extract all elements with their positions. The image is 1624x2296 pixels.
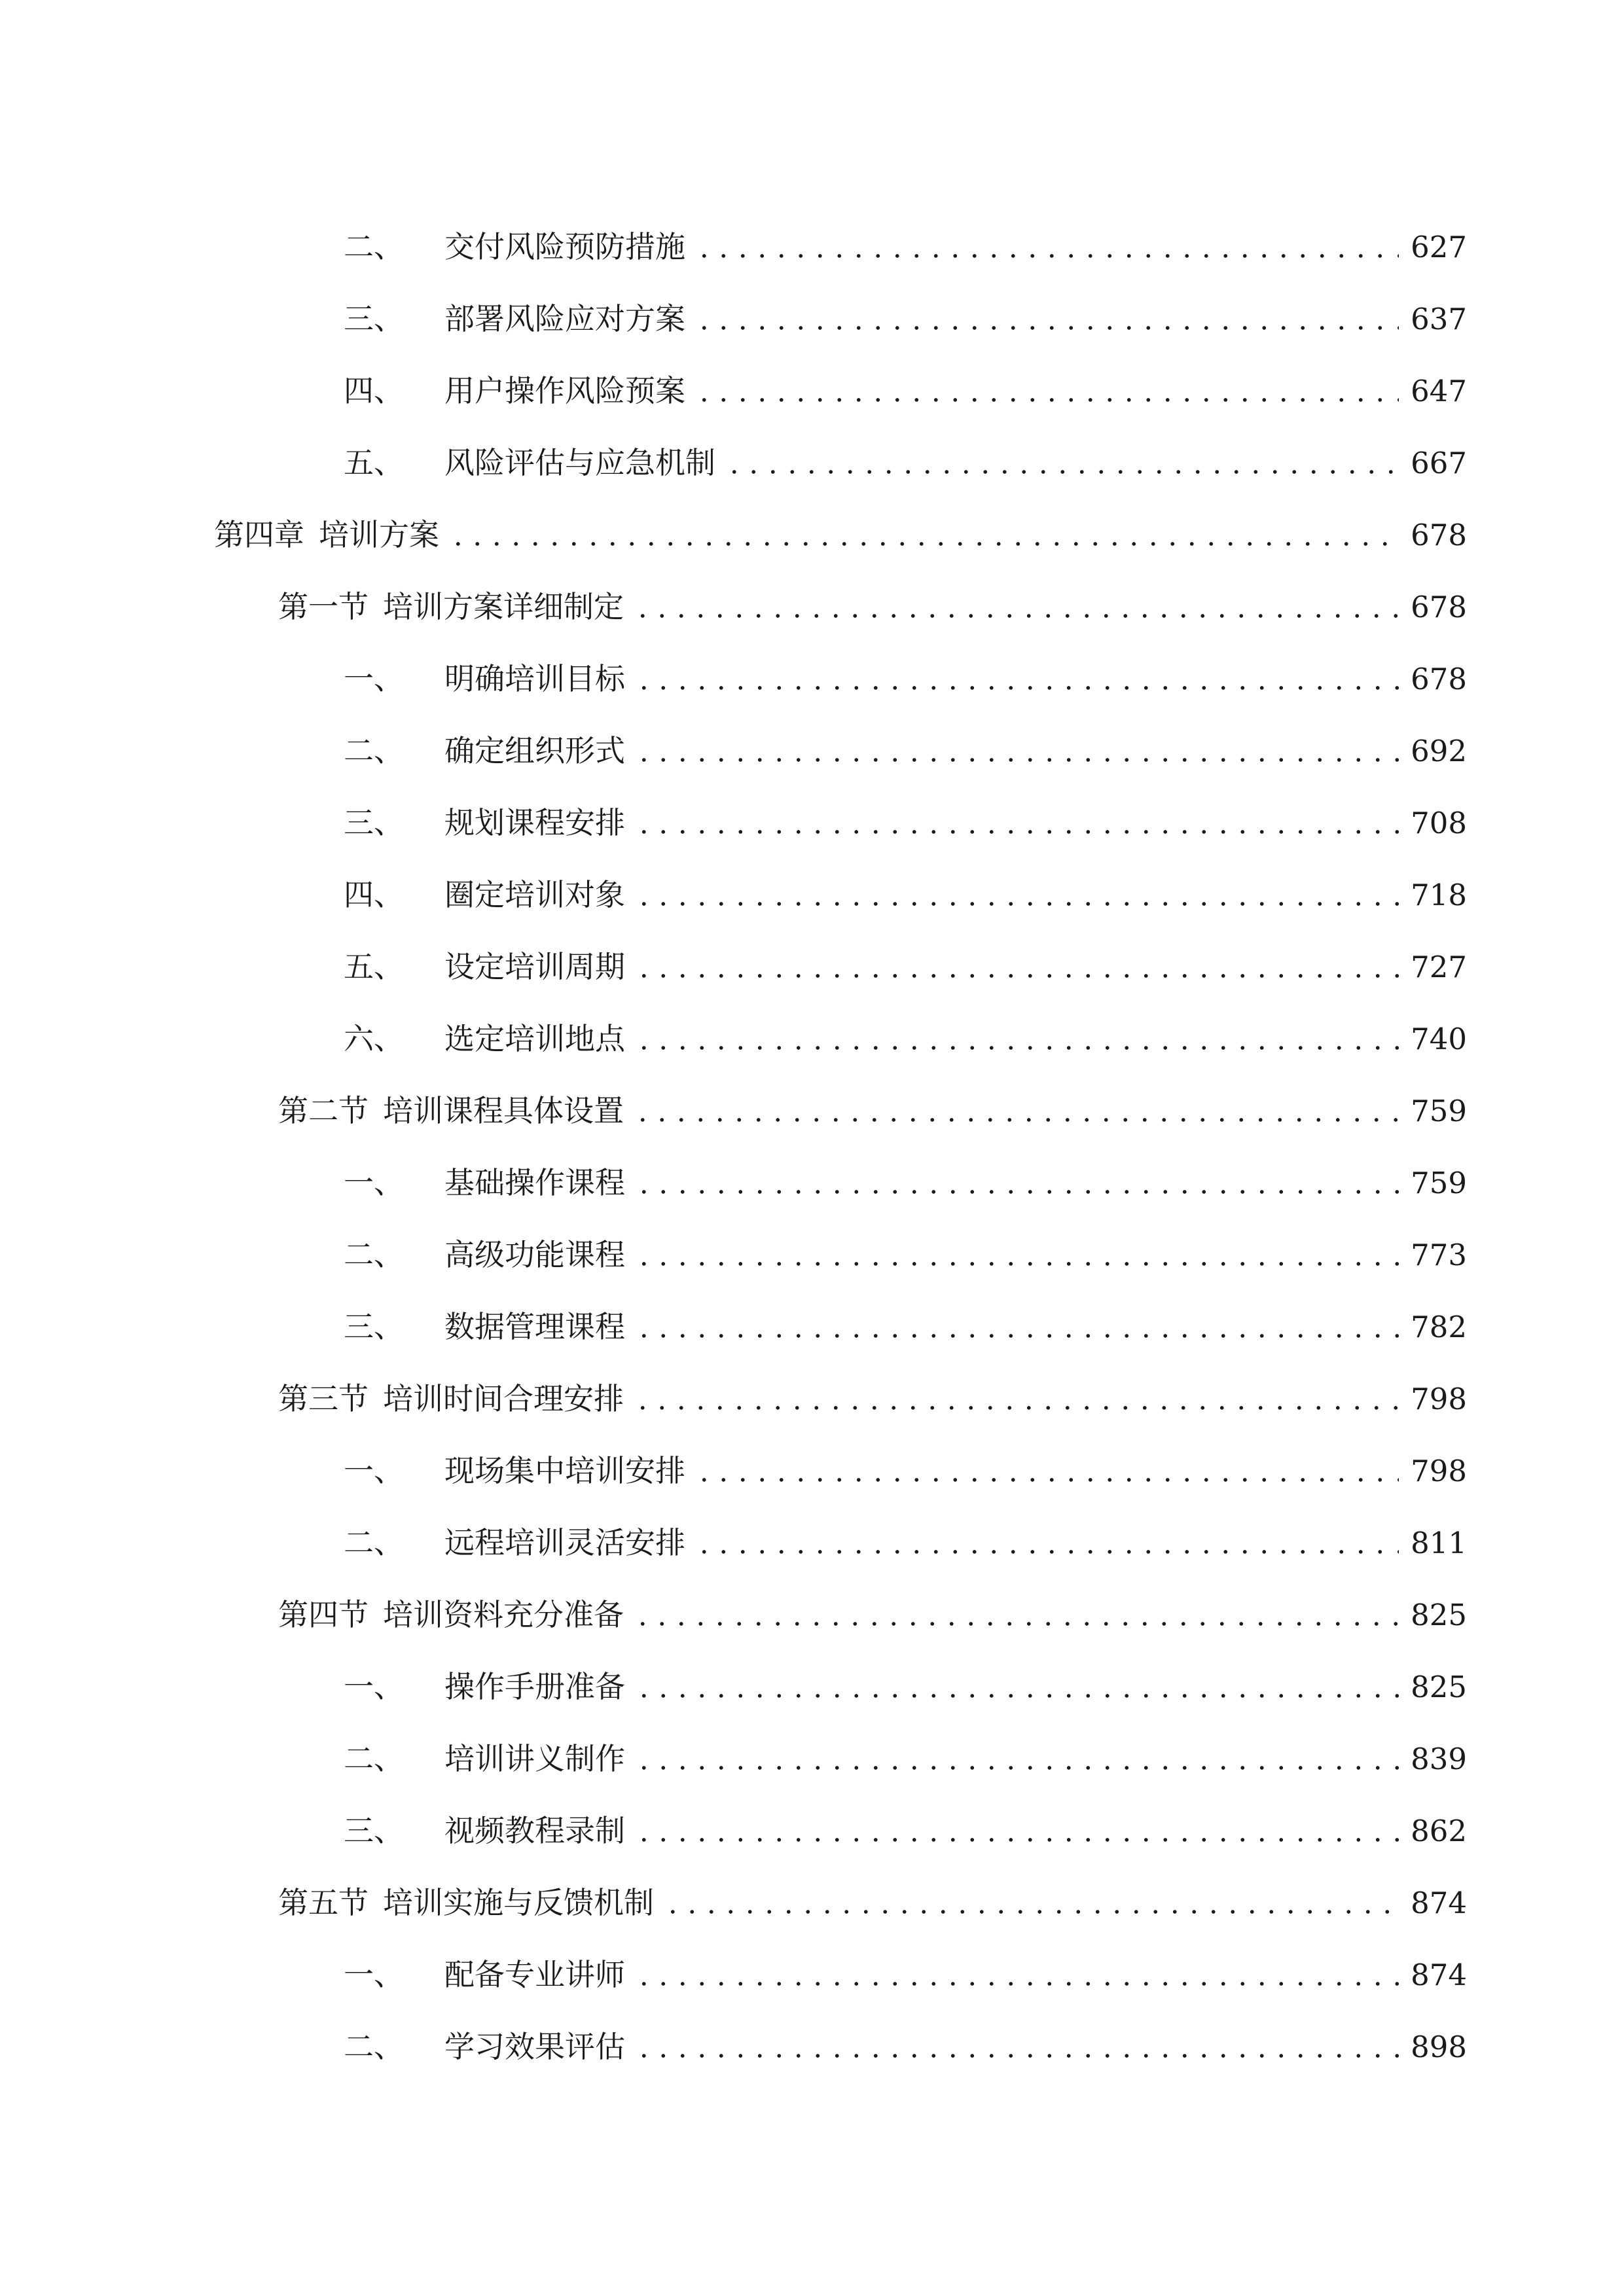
toc-entry-page-number: 825	[1411, 1598, 1467, 1632]
toc-entry-page-number: 798	[1411, 1454, 1467, 1488]
toc-entry[interactable]	[0, 622, 1624, 694]
toc-entry-title: 现场集中培训安排	[444, 1453, 685, 1488]
toc-entry-page-number: 678	[1411, 518, 1467, 552]
toc-entry-title: 培训讲义制作	[444, 1741, 625, 1776]
toc-entry[interactable]	[0, 1558, 1624, 1630]
dot-leader	[695, 325, 1399, 331]
toc-entry-title: 交付风险预防措施	[444, 229, 685, 264]
toc-entry-number: 三、	[344, 301, 404, 336]
toc-entry-page-number: 740	[1411, 1022, 1467, 1056]
toc-entry-number: 六、	[344, 1021, 404, 1056]
toc-entry-number: 四、	[344, 373, 404, 408]
toc-entry-title: 培训时间合理安排	[383, 1381, 624, 1416]
dot-leader	[634, 1333, 1399, 1339]
toc-entry-page-number: 798	[1411, 1382, 1467, 1416]
toc-entry-title: 培训资料充分准备	[383, 1597, 624, 1632]
toc-entry[interactable]	[0, 838, 1624, 910]
toc-entry-title: 用户操作风险预案	[444, 373, 685, 408]
toc-entry-page-number: 678	[1411, 590, 1467, 624]
toc-entry-number: 四、	[344, 877, 404, 912]
toc-entry-number: 二、	[344, 229, 404, 264]
toc-entry-title: 培训方案	[319, 517, 439, 552]
dot-leader	[634, 1045, 1399, 1051]
toc-entry-page-number: 898	[1411, 2030, 1467, 2064]
toc-entry-page-number: 627	[1411, 230, 1467, 264]
toc-entry[interactable]	[0, 406, 1624, 478]
toc-entry[interactable]	[0, 550, 1624, 622]
dot-leader	[634, 757, 1399, 763]
toc-entry-title: 培训实施与反馈机制	[383, 1885, 654, 1920]
toc-entry-page-number: 759	[1411, 1094, 1467, 1128]
toc-entry-number: 第四章	[214, 517, 304, 552]
toc-entry[interactable]	[0, 190, 1624, 262]
toc-entry-title: 操作手册准备	[444, 1669, 625, 1704]
toc-entry-page-number: 708	[1411, 806, 1467, 840]
toc-entry-page-number: 811	[1411, 1526, 1467, 1560]
toc-entry[interactable]	[0, 1486, 1624, 1558]
toc-entry-number: 五、	[344, 445, 404, 480]
toc-entry-number: 五、	[344, 949, 404, 984]
dot-leader	[725, 469, 1399, 475]
toc-entry-title: 高级功能课程	[444, 1237, 625, 1272]
toc-entry-page-number: 825	[1411, 1670, 1467, 1704]
toc-entry-title: 部署风险应对方案	[444, 301, 685, 336]
dot-leader	[633, 1117, 1399, 1123]
dot-leader	[695, 1549, 1399, 1555]
toc-entry[interactable]	[0, 1342, 1624, 1414]
toc-entry-page-number: 667	[1411, 446, 1467, 480]
toc-entry-title: 视频教程录制	[444, 1813, 625, 1848]
dot-leader	[634, 1261, 1399, 1267]
toc-entry[interactable]	[0, 982, 1624, 1054]
toc-entry-title: 明确培训目标	[444, 661, 625, 696]
toc-entry-number: 三、	[344, 1813, 404, 1848]
toc-entry-number: 第三节	[278, 1381, 369, 1416]
toc-entry-number: 第五节	[278, 1885, 369, 1920]
toc-entry-page-number: 718	[1411, 878, 1467, 912]
dot-leader	[634, 2053, 1399, 2059]
toc-entry[interactable]	[0, 766, 1624, 838]
toc-entry[interactable]	[0, 1918, 1624, 1990]
toc-entry[interactable]	[0, 1990, 1624, 2062]
toc-entry-title: 远程培训灵活安排	[444, 1525, 685, 1560]
toc-entry[interactable]	[0, 1630, 1624, 1702]
dot-leader	[663, 1909, 1399, 1915]
toc-entry[interactable]	[0, 694, 1624, 766]
toc-entry-title: 基础操作课程	[444, 1165, 625, 1200]
toc-entry[interactable]	[0, 262, 1624, 334]
toc-entry-number: 第一节	[278, 589, 369, 624]
toc-entry-number: 第二节	[278, 1093, 369, 1128]
toc-entry[interactable]	[0, 910, 1624, 982]
toc-entry-number: 一、	[344, 1957, 404, 1992]
toc-entry-page-number: 839	[1411, 1742, 1467, 1776]
dot-leader	[634, 1837, 1399, 1843]
dot-leader	[695, 397, 1399, 403]
toc-entry-number: 二、	[344, 1741, 404, 1776]
dot-leader	[695, 253, 1399, 259]
toc-entry[interactable]	[0, 334, 1624, 406]
toc-entry-number: 一、	[344, 1669, 404, 1704]
toc-entry-page-number: 678	[1411, 662, 1467, 696]
dot-leader	[634, 1981, 1399, 1987]
toc-entry-page-number: 647	[1411, 374, 1467, 408]
toc-entry[interactable]	[0, 1054, 1624, 1126]
toc-entry-number: 二、	[344, 733, 404, 768]
toc-entry-page-number: 637	[1411, 302, 1467, 336]
dot-leader	[634, 685, 1399, 691]
toc-entry[interactable]	[0, 1846, 1624, 1918]
toc-entry-number: 一、	[344, 1453, 404, 1488]
toc-entry[interactable]	[0, 1774, 1624, 1846]
toc-entry-number: 一、	[344, 1165, 404, 1200]
toc-entry-title: 规划课程安排	[444, 805, 625, 840]
dot-leader	[634, 1765, 1399, 1771]
toc-entry[interactable]	[0, 478, 1624, 550]
toc-entry[interactable]	[0, 1126, 1624, 1198]
toc-entry-title: 设定培训周期	[444, 949, 625, 984]
dot-leader	[634, 829, 1399, 835]
dot-leader	[448, 541, 1399, 547]
dot-leader	[695, 1477, 1399, 1483]
toc-entry-title: 数据管理课程	[444, 1309, 625, 1344]
dot-leader	[634, 901, 1399, 907]
toc-entry-number: 二、	[344, 1237, 404, 1272]
toc-entry-page-number: 782	[1411, 1310, 1467, 1344]
toc-entry-title: 选定培训地点	[444, 1021, 625, 1056]
toc-entry-number: 三、	[344, 805, 404, 840]
toc-entry-title: 学习效果评估	[444, 2029, 625, 2064]
toc-entry-title: 配备专业讲师	[444, 1957, 625, 1992]
toc-entry-title: 培训课程具体设置	[383, 1093, 624, 1128]
dot-leader	[633, 613, 1399, 619]
toc-entry-title: 确定组织形式	[444, 733, 625, 768]
toc-entry-number: 一、	[344, 661, 404, 696]
toc-entry-number: 二、	[344, 1525, 404, 1560]
toc-entry-number: 二、	[344, 2029, 404, 2064]
table-of-contents	[0, 190, 1624, 2062]
toc-entry[interactable]	[0, 1198, 1624, 1270]
toc-entry-page-number: 862	[1411, 1814, 1467, 1848]
dot-leader	[634, 973, 1399, 979]
toc-entry-page-number: 692	[1411, 734, 1467, 768]
dot-leader	[633, 1621, 1399, 1627]
toc-entry-number: 三、	[344, 1309, 404, 1344]
toc-entry-page-number: 773	[1411, 1238, 1467, 1272]
toc-entry-page-number: 874	[1411, 1886, 1467, 1920]
toc-entry-title: 风险评估与应急机制	[444, 445, 715, 480]
dot-leader	[634, 1189, 1399, 1195]
toc-entry-page-number: 874	[1411, 1958, 1467, 1992]
toc-entry[interactable]	[0, 1414, 1624, 1486]
dot-leader	[633, 1405, 1399, 1411]
toc-entry-page-number: 759	[1411, 1166, 1467, 1200]
dot-leader	[634, 1693, 1399, 1699]
toc-entry-number: 第四节	[278, 1597, 369, 1632]
toc-entry-title: 圈定培训对象	[444, 877, 625, 912]
toc-entry[interactable]	[0, 1702, 1624, 1774]
toc-entry-page-number: 727	[1411, 950, 1467, 984]
toc-entry[interactable]	[0, 1270, 1624, 1342]
toc-entry-title: 培训方案详细制定	[383, 589, 624, 624]
